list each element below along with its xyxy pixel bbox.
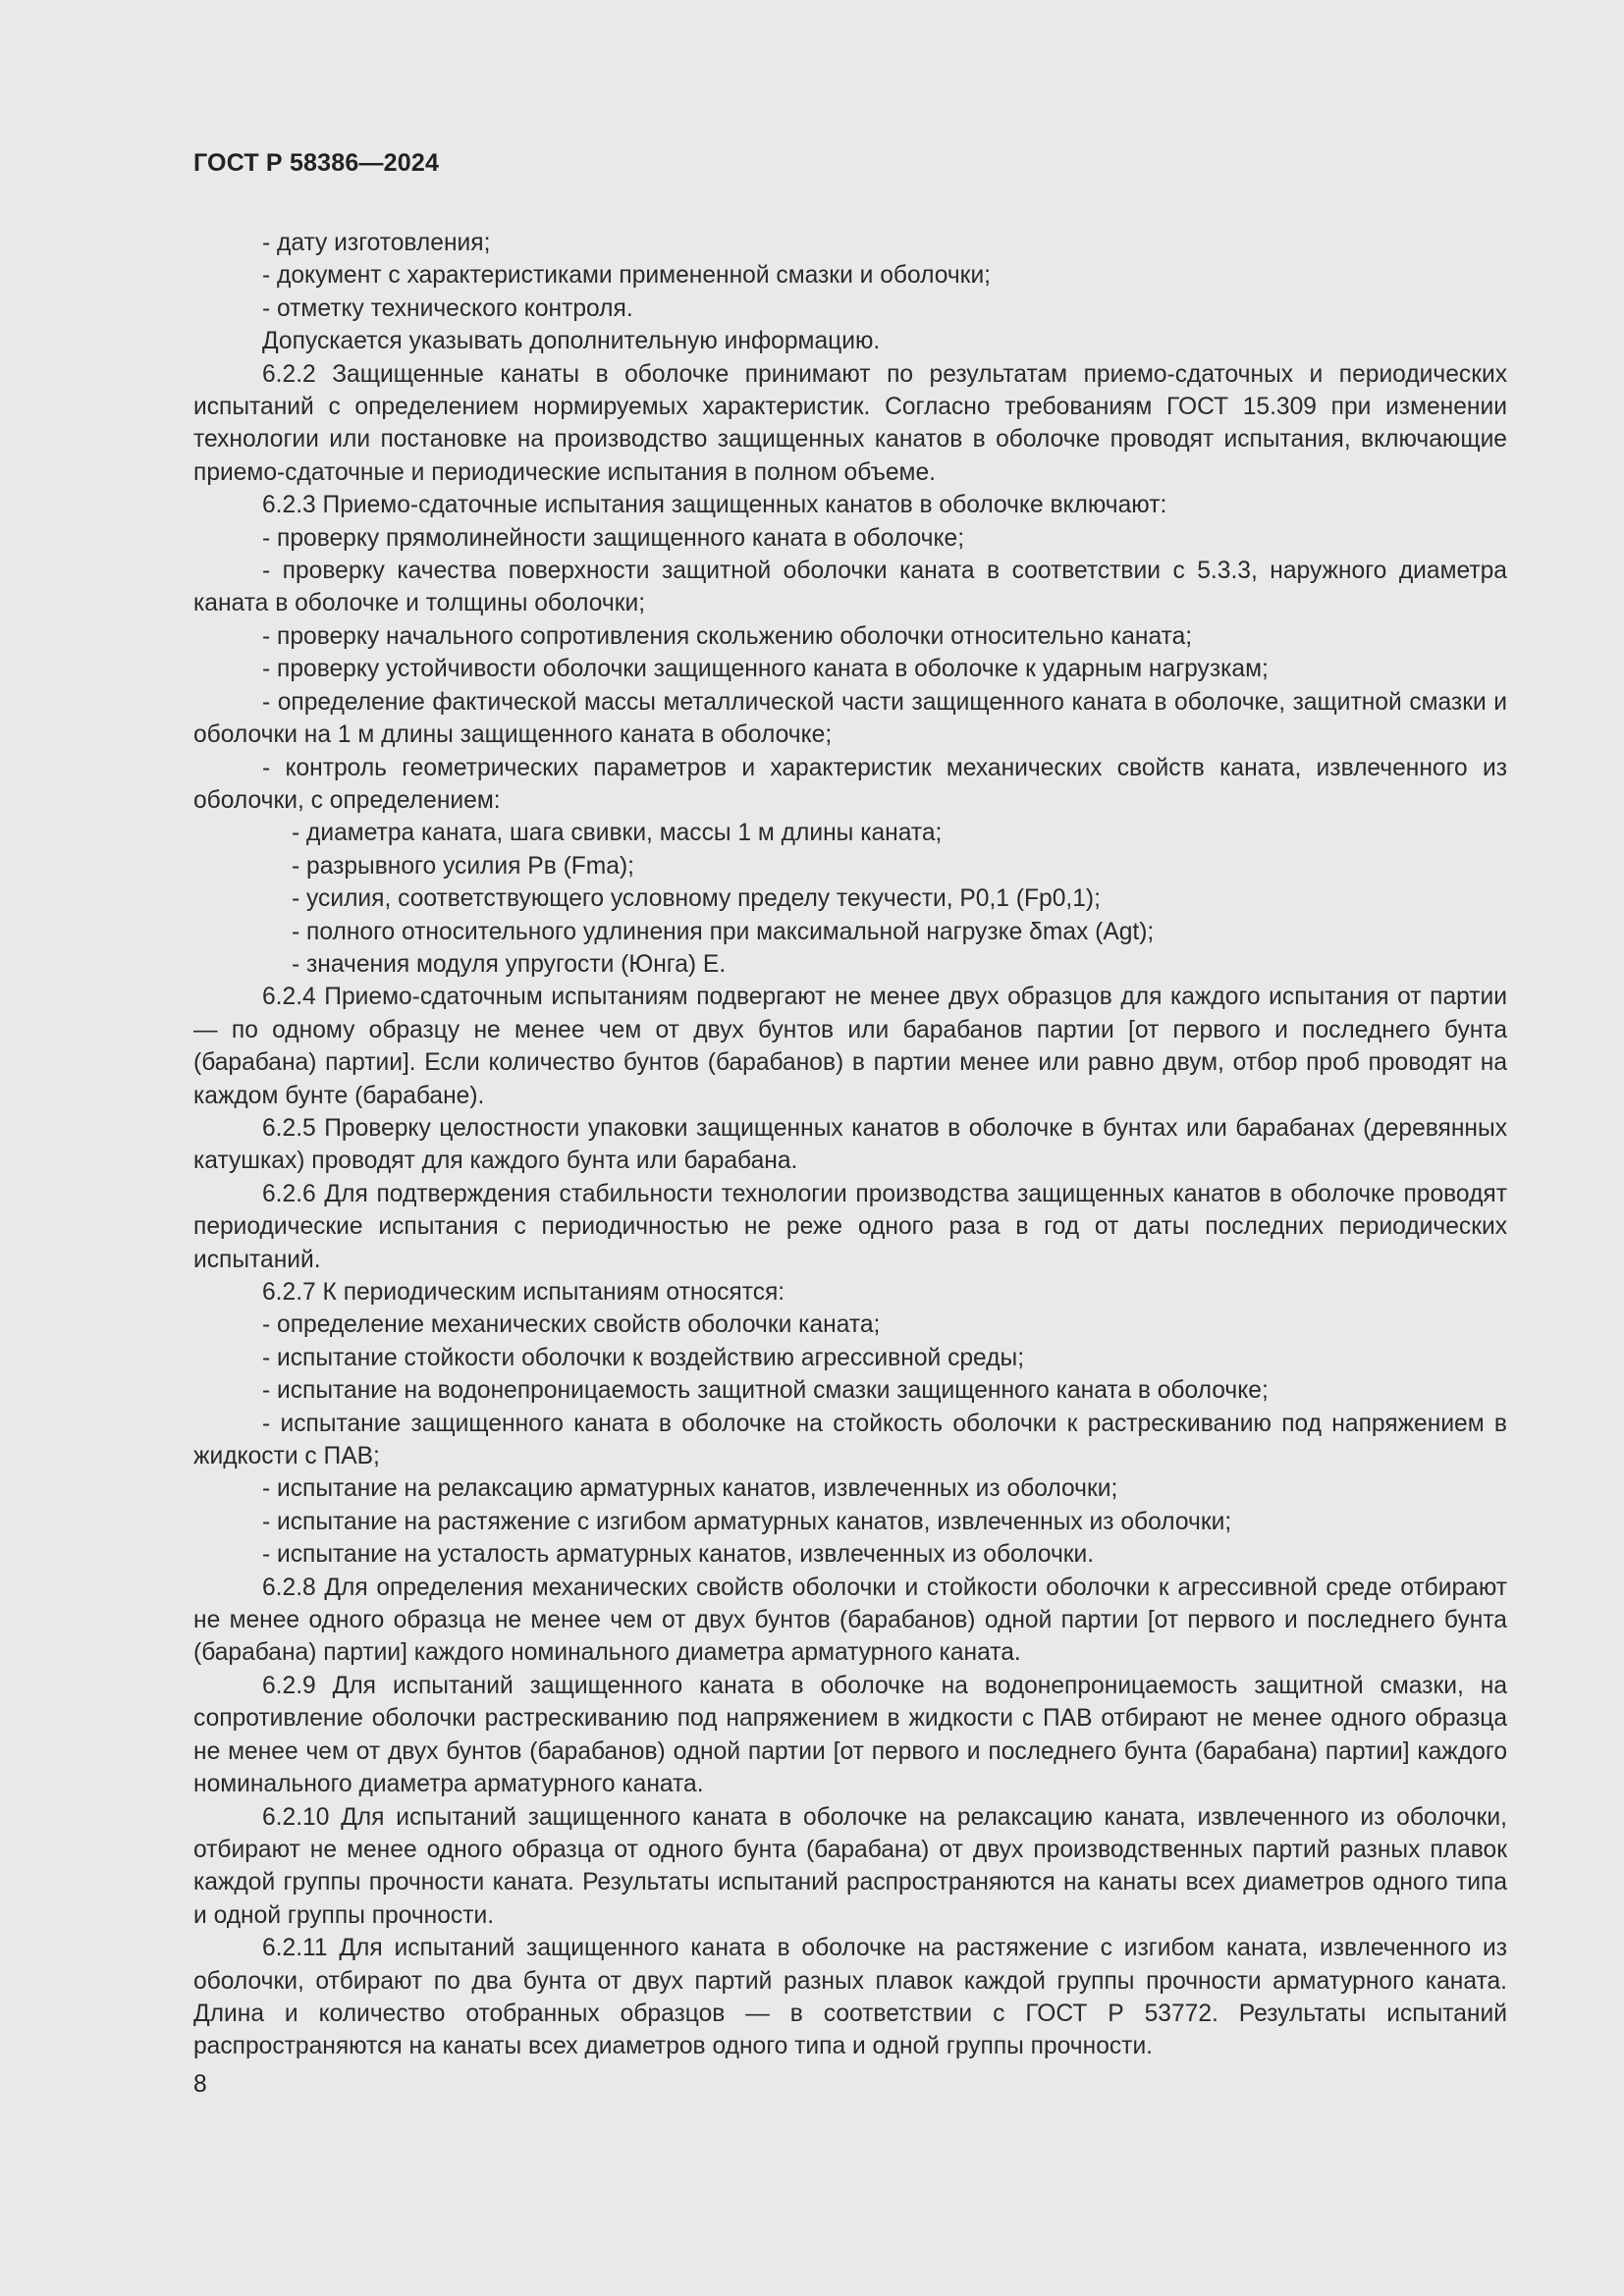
paragraph: 6.2.3 Приемо-сдаточные испытания защищенных канатов в оболочке включают: [262, 492, 1167, 519]
paragraph: - разрывного усилия Pв (Fma); [292, 852, 634, 880]
document-header: ГОСТ Р 58386—2024 [193, 149, 440, 177]
paragraph: - испытание на растяжение с изгибом арматурных канатов, извлеченных из оболочки; [262, 1508, 1232, 1535]
paragraph: 6.2.7 К периодическим испытаниям относятся: [262, 1279, 785, 1306]
paragraph: 6.2.5 Проверку целостности упаковки защищенных канатов в оболочке в бунтах или барабанах (деревянных катушках) проводят для каждого бунта или барабана. [193, 1114, 1507, 1175]
paragraph: 6.2.6 Для подтверждения стабильности технологии производства защищенных канатов в оболочке проводят периодические испытания с периодичностью не реже одного раза в год от даты последних периодических испытаний. [193, 1180, 1507, 1273]
paragraph: 6.2.2 Защищенные канаты в оболочке принимают по результатам приемо-сдаточных и периодических испытаний с определением нормируемых характеристик. Согласно требованиям ГОСТ 15.309 при изменении технологии или постановке на производство защищенных канатов в оболочке проводят испытания, включающие приемо-сдаточные и периодические испытания в полном объеме. [193, 360, 1507, 486]
page-number: 8 [193, 2071, 207, 2098]
paragraph: - проверку прямолинейности защищенного каната в оболочке; [262, 524, 965, 552]
paragraph: - значения модуля упругости (Юнга) E. [292, 950, 727, 978]
paragraph: - проверку начального сопротивления скольжению оболочки относительно каната; [262, 622, 1193, 650]
paragraph: - определение механических свойств оболочки каната; [262, 1311, 881, 1339]
paragraph: - испытание на усталость арматурных канатов, извлеченных из оболочки. [262, 1541, 1095, 1569]
paragraph: 6.2.8 Для определения механических свойств оболочки и стойкости оболочки к агрессивной среде отбирают не менее одного образца не менее чем от двух бунтов (барабанов) одной партии [от первого и последнего бунта (барабана) партии] каждого номинального диаметра арматурного каната. [193, 1574, 1507, 1667]
paragraph: - дату изготовления; [262, 230, 491, 256]
paragraph: 6.2.9 Для испытаний защищенного каната в оболочке на водонепроницаемость защитной смазки, на сопротивление оболочки растрескиванию под напряжением в жидкости с ПАВ отбирают не менее одного образца не менее чем от двух бунтов (барабанов) одной партии [от первого и последнего бунта (барабана) партии] каждого номинального диаметра арматурного каната. [193, 1672, 1507, 1798]
paragraph: - контроль геометрических параметров и характеристик механических свойств каната, извлеченного из оболочки, с определением: [193, 754, 1507, 814]
paragraph: - испытание стойкости оболочки к воздействию агрессивной среды; [262, 1344, 1025, 1371]
paragraph: Допускается указывать дополнительную информацию. [262, 328, 881, 355]
paragraph: - усилия, соответствующего условному пределу текучести, P0,1 (Fp0,1); [292, 885, 1101, 913]
paragraph: - испытание защищенного каната в оболочке на стойкость оболочки к растрескиванию под напряжением в жидкости с ПАВ; [193, 1410, 1507, 1470]
paragraph: 6.2.10 Для испытаний защищенного каната в оболочке на релаксацию каната, извлеченного из оболочки, отбирают не менее одного образца от одного бунта (барабана) от двух производственных партий разных плавок каждой группы прочности каната. Результаты испытаний распространяются на канаты всех диаметров одного типа и одной группы прочности. [193, 1803, 1507, 1929]
paragraph: 6.2.4 Приемо-сдаточным испытаниям подвергают не менее двух образцов для каждого испытания от партии — по одному образцу не менее чем от двух бунтов или барабанов партии [от первого и последнего бунта (барабана) партии]. Если количество бунтов (барабанов) в партии менее или равно двум, отбор проб проводят на каждом бунте (барабане). [193, 984, 1507, 1109]
paragraph: - определение фактической массы металлической части защищенного каната в оболочке, защитной смазки и оболочки на 1 м длины защищенного каната в оболочке; [193, 688, 1507, 749]
paragraph: - проверку устойчивости оболочки защищенного каната в оболочке к ударным нагрузкам; [262, 656, 1269, 683]
document-body [193, 227, 1507, 2063]
paragraph: 6.2.11 Для испытаний защищенного каната в оболочке на растяжение с изгибом каната, извлеченного из оболочки, отбирают по два бунта от двух партий разных плавок каждой группы прочности арматурного каната. Длина и количество отобранных образцов — в соответствии с ГОСТ Р 53772. Результаты испытаний распространяются на канаты всех диаметров одного типа и одной группы прочности. [193, 1935, 1507, 2060]
paragraph: - отметку технического контроля. [262, 294, 633, 322]
paragraph: - диаметра каната, шага свивки, массы 1 м длины каната; [292, 820, 943, 847]
paragraph: - проверку качества поверхности защитной оболочки каната в соответствии с 5.3.3, наружного диаметра каната в оболочке и толщины оболочки; [193, 558, 1507, 617]
paragraph: - полного относительного удлинения при максимальной нагрузке δmax (Agt); [292, 918, 1155, 945]
paragraph: - испытание на релаксацию арматурных канатов, извлеченных из оболочки; [262, 1475, 1118, 1503]
paragraph: - документ с характеристиками примененной смазки и оболочки; [262, 262, 992, 290]
paragraph: - испытание на водонепроницаемость защитной смазки защищенного каната в оболочке; [262, 1377, 1269, 1405]
